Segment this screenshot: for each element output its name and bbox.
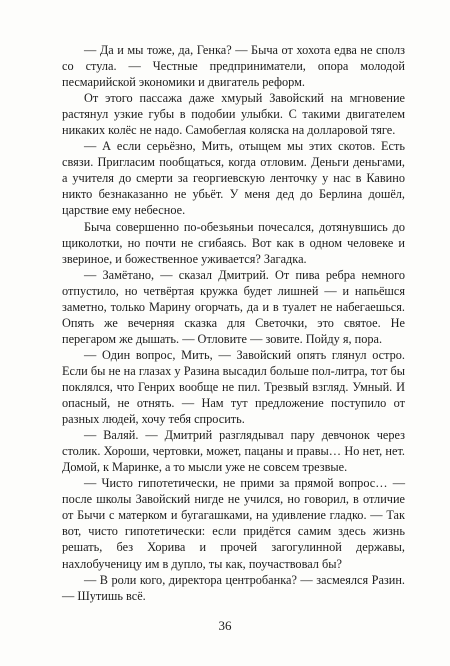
paragraph: — Один вопрос, Мить, — Завойский опять глянул остро. Если бы не на глазах у Разина высадил больше пол-литра, тот бы поклялся, что Генрих вообще не пил. Трезвый взгляд. Умный. И опасный, не отнять. — Нам тут предложение поступило от разных людей, хочу тебя спросить.	[62, 347, 405, 427]
paragraph: — В роли кого, директора центробанка? — засмеялся Разин. — Шутишь всё.	[62, 572, 405, 603]
paragraph: От этого пассажа даже хмурый Завойский на мгновение растянул узкие губы в подобии улыбки. С такими двигателем никаких колёс не надо. Самобеглая коляска на долларовой тяге.	[62, 91, 405, 138]
paragraph: — А если серьёзно, Мить, отыщем мы этих скотов. Есть связи. Пригласим пообщаться, когда отловим. Деньги деньгами, а учителя до смерти за георгиевскую ленточку у нас в Кавино никто безнаказанно не убьёт. У меня дед до Берлина дошёл, царствие ему небесное.	[62, 139, 405, 218]
paragraph: Быча совершенно по-обезьяньи почесался, дотянувшись до щиколотки, но почти не сгибаясь. Вот как в одном человеке и звериное, и божественное уживается? Загадка.	[62, 219, 405, 266]
page-number: 36	[218, 618, 232, 633]
paragraph: — Замётано, — сказал Дмитрий. От пива ребра немного отпустило, но четвёртая кружка будет лишней — и напьёшся заметно, только Марину огорчать, да и в туалет не набегаешься. Опять же вечерняя сказка для Светочки, это святое. Не перегаром же дышать. — Отловите — зовите. Пойду я, пора.	[62, 267, 405, 346]
paragraph: — Валяй. — Дмитрий разглядывал пару девчонок через столик. Хороши, чертовки, может, пацаны и правы… Но нет, нет. Домой, к Маринке, а то мысли уже не совсем трезвые.	[62, 428, 405, 475]
paragraph: — Да и мы тоже, да, Генка? — Быча от хохота едва не сполз со стула. — Честные предприниматели, опора молодой песмарийской экономики и двигатель реформ.	[62, 43, 405, 90]
paragraph: — Чисто гипотетически, не прими за прямой вопрос… — после школы Завойский нигде не учился, но говорил, в отличие от Бычи с матерком и бугагашками, на удивление гладко. — Так вот, чисто гипотетически: если придётся самим здесь жизнь решать, без Хорива и прочей загогулинной державы, нахлобученицу им в дупло, ты как, поучаствовал бы?	[62, 476, 405, 571]
page-text-body	[62, 42, 405, 604]
